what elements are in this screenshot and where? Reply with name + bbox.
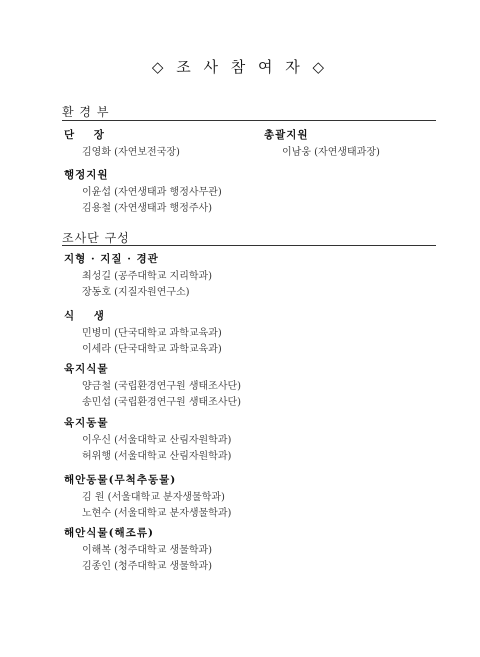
group-vegetation (64, 308, 222, 358)
member-name: 김 원 (서울대학교 분자생물학과) (82, 492, 225, 503)
member-name: 이세라 (단국대학교 과학교육과) (82, 344, 222, 355)
member-name: 양금철 (국립환경연구원 생태조사단) (82, 381, 242, 392)
member-name: 김영화 (자연보전국장) (82, 147, 180, 158)
member-name: 민병미 (단국대학교 과학교육과) (82, 328, 222, 339)
role-label: 단 장 (64, 129, 105, 141)
section-divider (62, 120, 436, 121)
role-label: 지형 · 지질 · 경관 (64, 253, 159, 265)
group-director (64, 127, 180, 161)
member-name: 최성길 (공주대학교 지리학과) (82, 271, 213, 282)
member-name: 허위행 (서울대학교 산림자원학과) (82, 451, 232, 462)
member-name: 장동호 (지질자원연구소) (82, 287, 190, 298)
member-name: 이우신 (서울대학교 산림자원학과) (82, 435, 232, 446)
section-heading-team: 조사단 구성 (62, 231, 130, 245)
role-label: 해안동물(무척추동물) (64, 474, 177, 486)
group-land-animals (64, 415, 231, 465)
role-label: 육지식물 (64, 363, 109, 375)
group-coastal-animals (64, 472, 231, 522)
member-name: 이남웅 (자연생태과장) (282, 147, 380, 158)
role-label: 총괄지원 (264, 129, 309, 141)
member-name: 노현수 (서울대학교 분자생물학과) (82, 508, 232, 519)
member-name: 이윤섭 (자연생태과 행정사무관) (82, 187, 222, 198)
role-label: 행정지원 (64, 169, 109, 181)
group-general-support (264, 127, 380, 161)
member-name: 김용철 (자연생태과 행정주사) (82, 203, 213, 214)
page-title: ◇ 조 사 참 여 자 ◇ (151, 58, 329, 76)
group-land-plants (64, 361, 241, 411)
section-heading-ministry: 환 경 부 (62, 105, 110, 119)
member-name: 김종인 (청주대학교 생물학과) (82, 561, 213, 572)
role-label: 육지동물 (64, 417, 109, 429)
member-name: 송민섭 (국립환경연구원 생태조사단) (82, 397, 242, 408)
group-admin-support (64, 167, 222, 217)
section-divider (62, 245, 436, 246)
role-label: 식 생 (64, 310, 105, 322)
group-geology (64, 251, 212, 301)
group-coastal-plants (64, 525, 212, 575)
role-label: 해안식물(해조류) (64, 527, 154, 539)
member-name: 이해복 (청주대학교 생물학과) (82, 545, 213, 556)
